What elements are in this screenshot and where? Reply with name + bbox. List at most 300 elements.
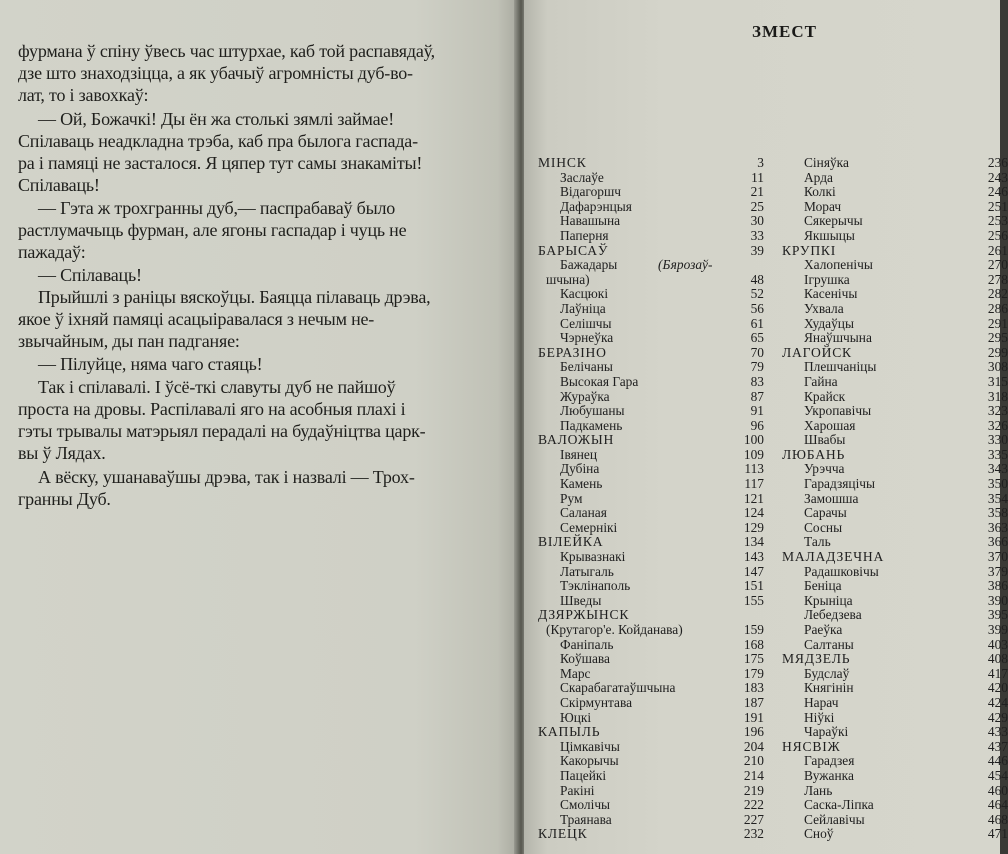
toc-entry-title: Пацейкі [560,767,607,783]
toc-page-number: 183 [743,680,764,696]
toc-page-number: 191 [743,709,764,725]
toc-entry-title: Урэчча [804,461,845,477]
toc-page-number: 278 [987,271,1008,287]
toc-entry-title: Коўшава [560,651,610,667]
toc-entry [782,490,1008,507]
toc-page-number: 117 [744,476,764,492]
toc-entry [538,331,764,346]
toc-page-number: 399 [987,622,1008,637]
toc-entry-title: ВАЛОЖЫН [538,432,615,448]
toc-entry [538,229,764,244]
toc-page-number: 350 [987,476,1008,492]
toc-entry [538,375,764,390]
toc-entry-title: Смолічы [560,797,611,813]
toc-page-number: 308 [987,359,1008,375]
toc-page-number: 21 [750,184,764,200]
toc-entry [782,549,1008,565]
text-line: Так і спілавалі. І ўсё-ткі славуты дуб не пайшоў [38,377,396,397]
toc-entry-title: КЛЕЦК [538,826,588,842]
toc-page-number: 33 [750,227,764,243]
toc-entry [782,271,1008,288]
toc-page-number: 61 [750,315,764,331]
toc-entry [538,725,764,740]
toc-entry-title: Арда [804,169,833,185]
toc-entry-title: Худаўцы [804,315,854,331]
toc-entry [782,286,1008,302]
toc-entry [782,709,1008,726]
toc-entry [782,432,1008,448]
toc-entry-title: Харошая [804,417,856,433]
toc-entry-title: Саска-Ліпка [804,797,874,813]
toc-entry-title: Дафарэнцыя [560,198,632,214]
toc-entry [538,506,764,521]
toc-entry-title: ДЗЯРЖЫНСК [538,607,630,623]
toc-entry-title: Скарабагатаўшчына [560,680,676,696]
toc-entry-title: Сякерычы [804,213,863,229]
toc-entry [538,171,764,186]
toc-page-number: 446 [987,753,1008,769]
toc-page-number: 326 [987,417,1008,433]
toc-entry-title: Белічаны [560,359,613,375]
toc-page-number: 25 [750,198,764,214]
toc-entry [782,578,1008,594]
toc-page-number: 429 [987,709,1008,725]
text-line: якое ў іхняй памяці асацыіравалася з нечым не- [18,309,375,329]
toc-entry [538,827,764,842]
toc-page-number: 143 [743,549,764,565]
toc-page-number: 299 [987,344,1008,360]
toc-entry-title: Заслаўе [560,169,604,185]
toc-entry-title: Камень [560,476,603,492]
toc-page-number: 323 [987,403,1008,419]
toc-entry-title: Саланая [560,505,607,521]
toc-entry-title: Паперня [560,227,609,243]
toc-entry [782,534,1008,550]
text-line: — Спілаваць! [38,265,142,285]
toc-page-number: 65 [750,330,764,346]
toc-entry-title: БЕРАЗІНО [538,344,607,360]
toc-entry-title: Халопенічы [804,257,873,273]
toc-page-number: 315 [987,373,1008,389]
toc-entry-title: Марс [560,665,591,681]
toc-page-number: 358 [987,505,1008,521]
toc-entry-title: Гарадзяцічы [804,476,876,492]
toc-page-number: 420 [987,680,1008,696]
toc-entry-note: (Бярозаў- [658,257,713,273]
toc-entry-title: Какорычы [560,753,619,769]
toc-page-number: 236 [987,155,1008,170]
toc-entry [782,155,1008,171]
toc-entry [782,826,1008,842]
toc-entry [538,156,764,171]
toc-entry-title: Юцкі [560,709,592,725]
toc-entry-title: Замошша [804,490,859,506]
toc-entry [782,169,1008,186]
toc-page-number: 214 [743,767,764,783]
toc-entry-title: Чараўкі [804,724,849,740]
toc-page-number: 87 [750,388,764,404]
toc-entry [538,419,764,434]
toc-page-number: 253 [987,213,1008,229]
toc-page-number: 282 [987,286,1008,302]
toc-entry-title: КРУПКІ [782,242,837,258]
toc-entry-title: шчына) [546,271,590,287]
toc-page-number: 179 [743,665,764,681]
toc-entry [538,287,764,302]
toc-entry [538,784,764,799]
toc-page-number: 113 [744,461,764,477]
toc-entry-title: Лань [804,782,833,798]
toc-page-number: 48 [750,271,764,287]
toc-entry [538,390,764,405]
toc-entry [782,607,1008,623]
toc-entry-title: Сноў [804,826,834,842]
toc-entry-title: (Крутагор'е. Койданава) [546,622,683,637]
toc-entry [538,681,764,696]
toc-entry-title: Падкамень [560,417,623,433]
toc-entry-title: Навашына [560,213,621,229]
toc-entry-title: Скірмунтава [560,694,633,710]
toc-entry-title: МАЛАДЗЕЧНА [782,549,885,565]
toc-entry [782,738,1008,755]
toc-page-number: 335 [987,446,1008,462]
toc-page-number: 318 [987,388,1008,404]
toc-entry [782,753,1008,769]
toc-entry-title: Княгінін [804,680,854,696]
toc-page-number: 155 [743,592,764,608]
toc-entry [538,360,764,375]
toc-entry-title: НЯСВІЖ [782,738,841,754]
text-line: Прыйшлі з раніцы вяскоўцы. Баяцца пілаваць дрэва, [38,287,431,307]
toc-page-number: 454 [987,767,1008,783]
toc-entry-title: Латыгаль [560,563,614,579]
toc-entry-title: Янаўшчына [804,330,872,346]
toc-entry-title: Колкі [804,184,836,200]
toc-entry [782,446,1008,463]
toc-page-number: 366 [987,534,1008,550]
toc-entry-title: Ніўкі [804,709,835,725]
toc-column-2 [782,155,1008,842]
toc-entry-title: Морач [804,198,842,214]
toc-entry-title: Крайск [804,388,846,404]
toc-entry-title: Відагоршч [560,184,622,200]
toc-page-number: 437 [987,738,1008,754]
toc-entry-title: Касцюкі [560,286,609,302]
toc-page-number: 370 [987,549,1008,565]
toc-entry [538,535,764,550]
toc-entry-title: Беніца [804,578,842,594]
toc-page-number: 210 [743,753,764,769]
toc-entry [538,740,764,755]
toc-page-number: 471 [987,826,1008,842]
toc-entry-title: Сарачы [804,505,847,521]
toc-page-number: 39 [750,242,764,258]
toc-page-number: 330 [987,432,1008,448]
toc-entry [782,811,1008,828]
toc-entry-title: Ракіні [560,782,595,798]
toc-page-number: 222 [743,797,764,813]
toc-page-number: 256 [987,227,1008,243]
toc-entry-title: КАПЫЛЬ [538,724,601,740]
toc-page-number: 295 [987,330,1008,346]
toc-page-number: 286 [987,300,1008,316]
toc-page-number: 147 [743,563,764,579]
toc-entry-title: Крывазнакі [560,549,626,565]
toc-page-number: 464 [987,797,1008,813]
toc-page-number: 386 [987,578,1008,594]
toc-entry [538,433,764,448]
toc-entry-title: Жураўка [560,388,610,404]
toc-entry [538,273,764,288]
toc-entry [538,608,764,623]
toc-entry-title: Швабы [804,432,846,448]
toc-entry [782,373,1008,390]
toc-entry-title: Цімкавічы [560,738,620,754]
toc-page-number: 246 [987,184,1008,200]
toc-entry-title: Таль [804,534,831,550]
toc-entry-title: Любушаны [560,403,625,419]
text-line: — Ой, Божачкі! Ды ён жа столькі зямлі займае! [38,109,394,129]
toc-entry-title: Сосны [804,519,843,535]
toc-page-number: 363 [987,519,1008,535]
toc-entry-title: ЛАГОЙСК [782,344,852,360]
toc-entry-title: Дубіна [560,461,600,477]
toc-page-number: 433 [987,724,1008,740]
toc-entry-title: Будслаў [804,665,850,681]
toc-entry [538,798,764,813]
text-line: А вёску, ушанаваўшы дрэва, так і назвалі — Трох- [38,467,415,487]
toc-entry [538,754,764,769]
toc-page-number: 390 [987,592,1008,608]
text-line: — Пілуйце, няма чаго стаяць! [38,354,263,374]
toc-entry [782,680,1008,696]
text-line: Спілаваць неадкладна трэба, каб пра былога гаспада- [18,131,418,151]
toc-entry [782,505,1008,521]
toc-entry-title: Траянава [560,811,612,827]
toc-page-number: 56 [750,300,764,316]
toc-page-number: 52 [750,286,764,302]
toc-page-number: 121 [743,490,764,506]
toc-entry [538,696,764,711]
toc-column-1 [538,156,764,842]
toc-entry [538,477,764,492]
toc-entry [538,200,764,215]
toc-page-number: 30 [750,213,764,229]
toc-entry [538,667,764,682]
toc-entry [782,315,1008,332]
toc-page-number: 232 [743,826,764,842]
toc-entry-title: Семернікі [560,519,618,535]
toc-entry [538,346,764,361]
toc-entry [782,242,1008,259]
toc-page-number: 187 [743,694,764,710]
toc-entry [782,359,1008,375]
toc-entry [782,622,1008,638]
toc-entry [782,184,1008,200]
toc-page-number: 424 [987,694,1008,710]
toc-entry [538,565,764,580]
toc-page-number: 124 [743,505,764,521]
toc-entry-title: Высокая Гара [560,373,639,389]
toc-entry-title: Салтаны [804,636,854,652]
text-line: дзе што знаходзіцца, а як убачыў агромністы дуб-во- [18,63,413,83]
toc-entry-title: БАРЫСАЎ [538,242,609,258]
toc-entry [782,257,1008,273]
toc-entry [538,594,764,609]
toc-entry-title: Івянец [560,446,598,462]
toc-entry-title: Селішчы [560,315,612,331]
toc-entry [782,344,1008,361]
toc-entry-title: Ухвала [804,300,844,316]
toc-page-number: 354 [987,490,1008,506]
toc-entry-title: Плешчаніцы [804,359,877,375]
toc-entry [782,592,1008,609]
toc-entry-title: Лебедзева [804,607,862,623]
text-line: звычайным, ды пан падганяе: [18,331,240,351]
toc-entry [538,302,764,317]
toc-page-number: 204 [743,738,764,754]
text-line: гранны Дуб. [18,489,111,509]
toc-entry [782,519,1008,536]
text-line: пажадаў: [18,242,86,262]
toc-page-number: 270 [987,257,1008,273]
toc-entry [538,244,764,259]
toc-page-number: 196 [743,724,764,740]
text-line: вы ў Лядах. [18,443,106,463]
toc-page-number: 460 [987,782,1008,798]
text-line: растлумачыць фурман, але ягоны гаспадар і чуць не [18,220,407,240]
toc-entry [782,403,1008,419]
toc-page-number: 168 [743,636,764,652]
toc-page-number: 134 [743,534,764,550]
toc-entry [538,214,764,229]
toc-entry [782,797,1008,813]
toc-entry [538,462,764,477]
toc-entry [782,636,1008,653]
toc-entry [782,724,1008,740]
toc-entry-title: Чэрнеўка [560,330,614,346]
toc-entry [538,623,764,638]
toc-page-number: 70 [750,344,764,360]
toc-entry-title: Лаўніца [560,300,606,316]
toc-entry-title: Рум [560,490,583,506]
toc-page-number: 343 [987,461,1008,477]
toc-entry [782,388,1008,405]
toc-entry-title: Ігрушка [804,271,850,287]
toc-page-number: 379 [987,563,1008,579]
toc-entry-title: МЯДЗЕЛЬ [782,651,851,667]
toc-entry [538,448,764,463]
toc-entry-title: Гарадзея [804,753,855,769]
toc-entry [538,550,764,565]
toc-page-number: 395 [987,607,1008,623]
toc-page-number: 219 [743,782,764,798]
toc-page-number: 159 [743,622,764,637]
toc-entry [538,185,764,200]
text-line: ра і памяці не засталося. Я цяпер тут самы знакаміты! [18,153,423,173]
toc-entry-title: МІНСК [538,155,587,170]
toc-entry [782,665,1008,682]
toc-entry [538,579,764,594]
toc-entry-title: Раеўка [804,622,843,637]
toc-entry-title: Сейлавічы [804,811,865,827]
toc-entry [782,227,1008,244]
toc-entry-title: Гайна [804,373,838,389]
toc-page-number: 83 [750,373,764,389]
toc-entry [538,492,764,507]
toc-page-number: 227 [743,811,764,827]
toc-page-number: 109 [743,446,764,462]
toc-entry-title: Бажадары [560,257,618,273]
toc-entry-title: Якшыцы [804,227,855,243]
toc-entry [782,461,1008,477]
toc-entry [782,476,1008,492]
toc-entry [538,404,764,419]
toc-entry [782,651,1008,667]
toc-entry-title: Фаніпаль [560,636,614,652]
toc-entry [782,300,1008,317]
toc-entry [538,769,764,784]
toc-page-number: 11 [751,169,764,185]
toc-entry-title: ЛЮБАНЬ [782,446,846,462]
text-line: Спілаваць! [18,175,100,195]
toc-page-number: 100 [743,432,764,448]
toc-page-number: 91 [750,403,764,419]
toc-page-number: 3 [757,155,764,170]
toc-entry [538,258,764,273]
text-line: гэты трывалы матэрыял перадалі на будаўніцтва царк- [18,421,426,441]
toc-page-number: 129 [743,519,764,535]
toc-entry [538,638,764,653]
toc-page-number: 79 [750,359,764,375]
toc-page-number: 243 [987,169,1008,185]
toc-page-number: 417 [987,665,1008,681]
toc-entry-title: ВІЛЕЙКА [538,534,604,550]
toc-entry [538,317,764,332]
toc-entry [782,782,1008,799]
toc-page-number: 175 [743,651,764,667]
toc-entry-title: Радашковічы [804,563,879,579]
toc-entry-title: Укропавічы [804,403,872,419]
toc-page-number: 291 [987,315,1008,331]
text-line: — Гэта ж трохгранны дуб,— паспрабаваў было [38,198,396,218]
toc-entry [538,813,764,828]
toc-entry [782,330,1008,346]
text-line: лат, то і завохкаў: [18,85,149,105]
toc-entry [782,198,1008,215]
toc-entry-title: Вужанка [804,767,854,783]
toc-entry [782,417,1008,434]
toc-entry [782,767,1008,784]
toc-entry [782,694,1008,711]
toc-entry-title: Тэклінаполь [560,578,631,594]
toc-page-number: 261 [987,242,1008,258]
toc-entry-title: Шведы [560,592,602,608]
toc-entry-title: Сіняўка [804,155,849,170]
toc-page-number: 408 [987,651,1008,667]
text-line: проста на дровы. Распілавалі яго на асобныя плахі і [18,399,406,419]
toc-page-number: 403 [987,636,1008,652]
toc-page-number: 251 [987,198,1008,214]
toc-title: ЗМЕСТ [752,22,817,41]
toc-entry-title: Нарач [804,694,839,710]
toc-entry [782,563,1008,580]
toc-page-number: 151 [743,578,764,594]
toc-entry [782,213,1008,229]
toc-entry [538,652,764,667]
toc-entry-title: Касенічы [804,286,858,302]
toc-entry [538,711,764,726]
